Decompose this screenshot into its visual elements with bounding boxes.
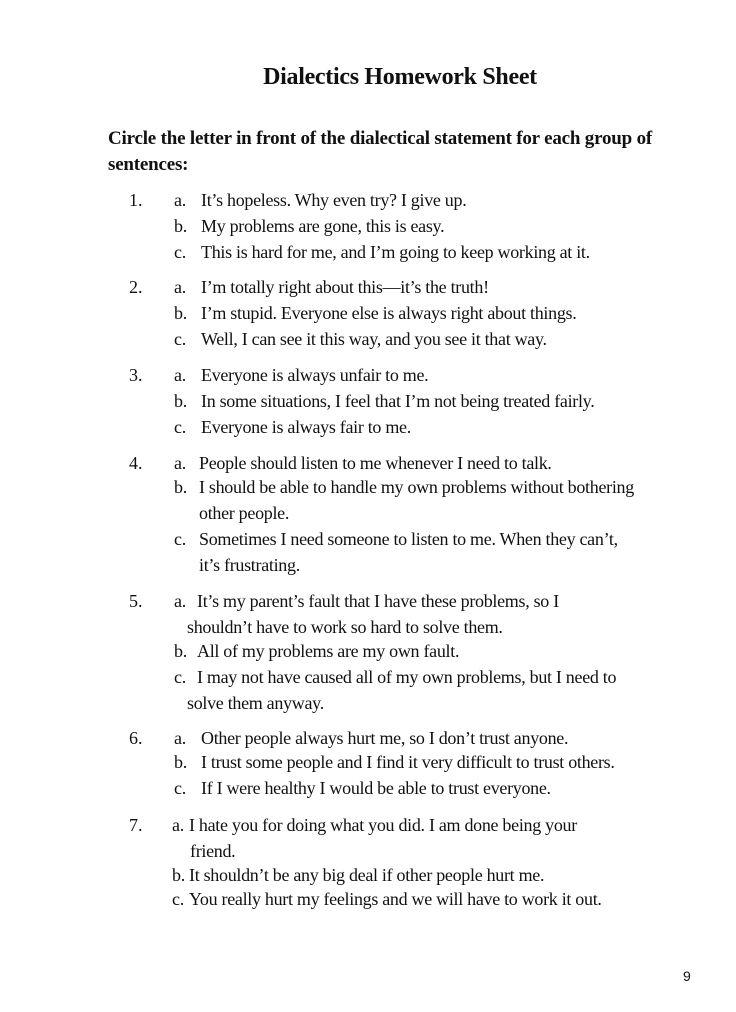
option-c[interactable]: [174, 775, 551, 801]
option-b[interactable]: [174, 213, 444, 239]
question-number: 1.: [129, 190, 143, 210]
option-text: I should be able to handle my own problems without bothering: [199, 477, 634, 497]
option-text: I hate you for doing what you did. I am done being your: [189, 815, 577, 835]
option-text-continued: friend.: [190, 841, 236, 861]
option-b[interactable]: [172, 862, 544, 888]
option-text: I’m stupid. Everyone else is always right about things.: [201, 303, 577, 323]
option-a[interactable]: [174, 725, 568, 751]
option-b[interactable]: [174, 388, 594, 414]
option-text-continued: other people.: [199, 503, 290, 523]
option-text: Other people always hurt me, so I don’t trust anyone.: [201, 728, 569, 748]
option-c[interactable]: [174, 326, 547, 352]
option-letter[interactable]: c.: [174, 329, 186, 349]
option-a[interactable]: [174, 274, 489, 300]
option-text-continued: it’s frustrating.: [199, 555, 300, 575]
question-number: 2.: [129, 277, 143, 297]
option-letter[interactable]: b.: [174, 391, 187, 411]
page-number: 9: [683, 968, 691, 984]
option-b[interactable]: [174, 749, 615, 775]
option-letter[interactable]: c.: [174, 529, 186, 549]
option-b[interactable]: [174, 474, 634, 500]
option-letter[interactable]: b.: [174, 216, 187, 236]
option-a[interactable]: [172, 812, 577, 838]
option-letter[interactable]: a.: [174, 591, 186, 611]
option-letter[interactable]: c.: [174, 417, 186, 437]
option-text: If I were healthy I would be able to trust everyone.: [201, 778, 551, 798]
option-text: Sometimes I need someone to listen to me. When they can’t,: [199, 529, 618, 549]
option-a[interactable]: [174, 187, 466, 213]
option-text-continued: shouldn’t have to work so hard to solve them.: [187, 617, 503, 637]
option-text: People should listen to me whenever I need to talk.: [199, 453, 552, 473]
option-letter[interactable]: c.: [174, 778, 186, 798]
option-letter[interactable]: c.: [174, 242, 186, 262]
page-title: Dialectics Homework Sheet: [263, 64, 537, 90]
option-c[interactable]: [174, 526, 618, 552]
option-letter[interactable]: a.: [172, 815, 184, 835]
option-letter[interactable]: a.: [174, 453, 186, 473]
option-letter[interactable]: b.: [174, 477, 187, 497]
option-text-continued: solve them anyway.: [187, 693, 324, 713]
option-letter[interactable]: a.: [174, 277, 186, 297]
question-number: 6.: [129, 728, 143, 748]
option-text: I’m totally right about this—it’s the truth!: [201, 277, 489, 297]
option-text: It’s hopeless. Why even try? I give up.: [201, 190, 467, 210]
question-number: 3.: [129, 365, 143, 385]
option-letter[interactable]: b.: [174, 752, 187, 772]
option-text: Everyone is always fair to me.: [201, 417, 411, 437]
option-text: Well, I can see it this way, and you see it that way.: [201, 329, 547, 349]
question-number: 5.: [129, 591, 143, 611]
option-text: I trust some people and I find it very difficult to trust others.: [201, 752, 615, 772]
option-c[interactable]: [174, 414, 411, 440]
option-text: My problems are gone, this is easy.: [201, 216, 445, 236]
option-text: Everyone is always unfair to me.: [201, 365, 429, 385]
option-letter[interactable]: b.: [174, 641, 187, 661]
option-c[interactable]: [174, 664, 616, 690]
option-text: It’s my parent’s fault that I have these problems, so I: [197, 591, 559, 611]
option-letter[interactable]: a.: [174, 365, 186, 385]
option-a[interactable]: [174, 588, 559, 614]
option-letter[interactable]: c.: [174, 667, 186, 687]
option-b[interactable]: [174, 638, 459, 664]
option-b[interactable]: [174, 300, 576, 326]
question-number: 7.: [129, 815, 143, 835]
option-c[interactable]: [172, 886, 602, 912]
option-text: This is hard for me, and I’m going to keep working at it.: [201, 242, 590, 262]
option-text: It shouldn’t be any big deal if other people hurt me.: [189, 865, 545, 885]
option-letter[interactable]: c.: [172, 889, 184, 909]
option-letter[interactable]: b.: [172, 865, 185, 885]
option-text: You really hurt my feelings and we will have to work it out.: [189, 889, 602, 909]
option-text: I may not have caused all of my own problems, but I need to: [197, 667, 617, 687]
option-letter[interactable]: a.: [174, 190, 186, 210]
instructions: Circle the letter in front of the dialectical statement for each group of sentences:: [108, 128, 653, 175]
option-letter[interactable]: a.: [174, 728, 186, 748]
option-text: All of my problems are my own fault.: [197, 641, 460, 661]
question-number: 4.: [129, 453, 143, 473]
option-a[interactable]: [174, 450, 552, 476]
option-text: In some situations, I feel that I’m not being treated fairly.: [201, 391, 595, 411]
option-letter[interactable]: b.: [174, 303, 187, 323]
option-a[interactable]: [174, 362, 428, 388]
option-c[interactable]: [174, 239, 590, 265]
